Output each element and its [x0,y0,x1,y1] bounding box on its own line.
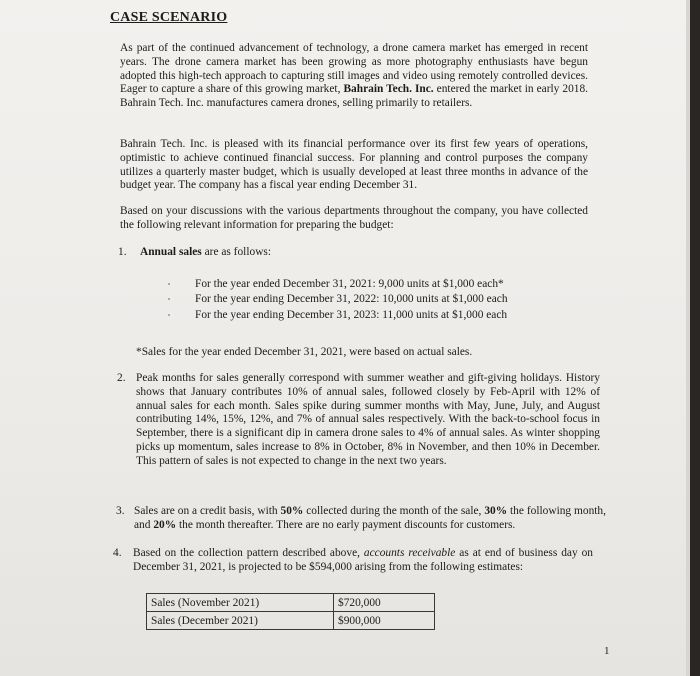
intro-text: As part of the continued advancement of technology, a drone camera market has emerged in recent years. The drone camera market has been growing as more photography enthusiasts have begun adopted this high-tech approach to capturing still images and video using remotely controlled devices. Eager to capture a share of this growing market, [120,42,588,96]
item1-label: Annual sales [140,246,202,258]
sales-estimates-table [146,593,435,630]
discussion-paragraph: Based on your discussions with the various departments throughout the company, you have collected the following relevant information for preparing the budget: [120,205,588,231]
list-item [168,277,588,292]
list-item-text: For the year ending December 31, 2022: 10,000 units at $1,000 each [195,293,508,306]
list-item-text: For the year ended December 31, 2021: 9,000 units at $1,000 each* [195,278,504,290]
table-cell-value: $720,000 [334,594,435,612]
bullet-icon [168,283,170,285]
annual-sales-list [168,277,588,323]
table-cell-label: Sales (December 2021) [147,612,334,630]
item3-part: the month thereafter. There are no early payment discounts for customers. [178,518,516,531]
item3-part: the following month, and [134,505,606,531]
page-heading: CASE SCENARIO [110,10,228,25]
item1-text [140,246,271,260]
table-row [147,612,435,630]
item3-pct: 20% [153,518,177,531]
intro-paragraph [120,42,588,111]
sales-footnote: *Sales for the year ended December 31, 2021, were based on actual sales. [136,346,473,358]
page-number: 1 [604,645,610,657]
item3-pct: 30% [484,505,508,517]
item4-part: Based on the collection pattern described above, [133,547,360,559]
intro-end-text: entered the market in early 2018. Bahrain Tech. Inc. manufactures camera drones, selling primarily to retailers. [120,83,588,110]
item3-part: Sales are on a credit basis, with [134,505,278,517]
item3-pct: 50% [280,505,304,517]
list-item-text: For the year ending December 31, 2023: 11,000 units at $1,000 each [195,308,508,321]
item1-desc: are as follows: [204,246,272,258]
table-cell-value: $900,000 [334,612,435,630]
item1-number: 1. [118,246,127,258]
financial-paragraph: Bahrain Tech. Inc. is pleased with its financial performance over its first few years of operations, optimistic to achieve continued financial success. For planning and control purposes the company utilizes a quarterly master budget, which is usually developed at least three months in advance of the budget year. The company has a fiscal year ending December 31. [120,138,588,192]
company-name: Bahrain Tech. Inc. [343,83,434,96]
table-row [147,594,435,612]
item4-emphasis: accounts receivable [363,547,456,559]
item3-part: collected during the month of the sale, [306,505,482,517]
item3-text [134,505,606,533]
table-cell-label: Sales (November 2021) [147,594,334,612]
item2-text: Peak months for sales generally correspond with summer weather and gift-giving holidays. History shows that January contributes 10% of annual sales, followed closely by Feb-April with 12% of annual sales for each month. Sales spike during summer months with May, June, July, and August contributing 14%, 15%, 12%, and 7% of annual sales respectively. With the back-to-school focus in September, there is a significant dip in camera drone sales to 4% of annual sales. As winter shopping picks up momentum, sales increase to 8% in October, 8% in November, and then 10% in December. This pattern of sales is not expected to change in the next two years. [136,372,600,467]
item4-number: 4. [113,547,122,559]
bullet-icon [168,298,170,300]
item3-number: 3. [116,505,125,517]
item2-number: 2. [117,372,126,384]
bullet-icon [168,314,170,316]
list-item [168,308,588,323]
list-item [168,292,588,307]
item4-text [133,547,593,575]
item4-part: as at end of business day on December 31, 2021, is projected to be $594,000 arising from the following estimates: [133,547,593,573]
